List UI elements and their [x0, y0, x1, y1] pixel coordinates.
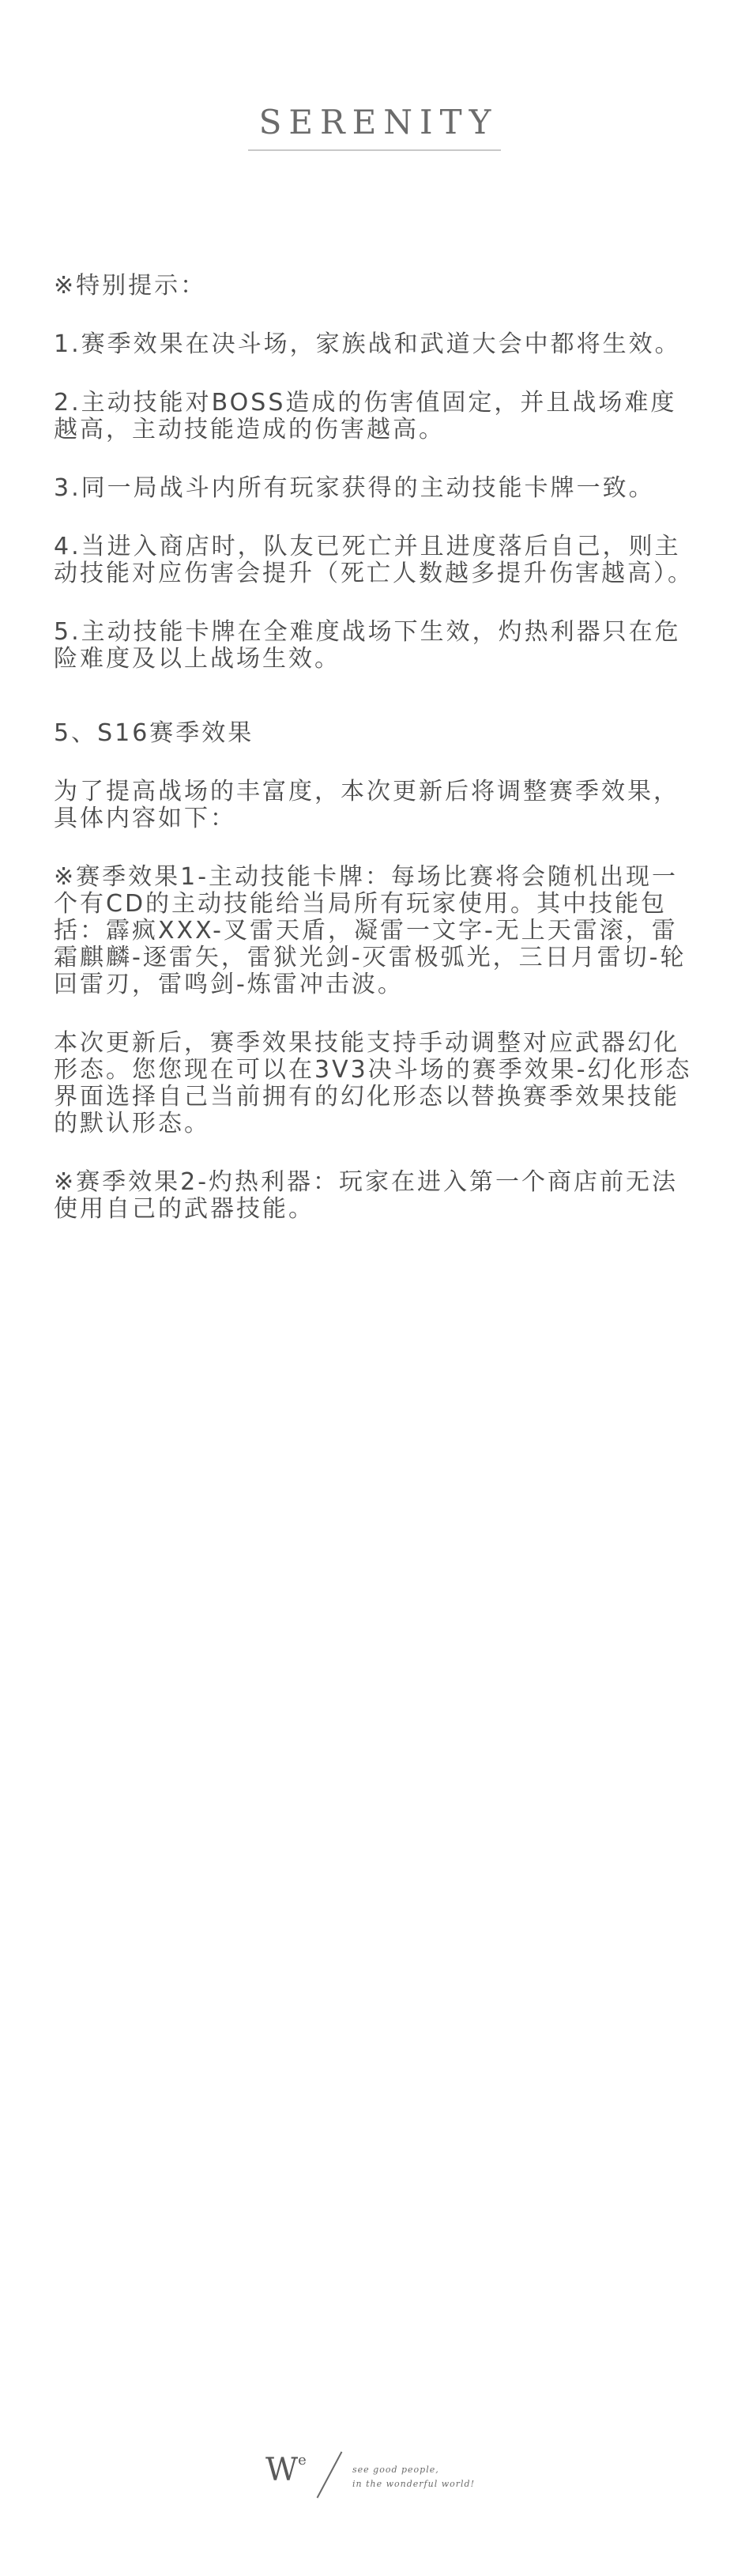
we-mark-sup: e [298, 2451, 307, 2469]
season-effect-2: ※赛季效果2-灼热利器：玩家在进入第一个商店前无法使用自己的武器技能。 [54, 1168, 679, 1223]
tagline-line-2: in the wonderful world! [352, 2479, 475, 2489]
footer-signature [0, 2449, 749, 2504]
notice-item-4: 4.当进入商店时，队友已死亡并且进度落后自己，则主动技能对应伤害会提升（死亡人数越多提升伤害越高）。 [54, 533, 694, 587]
season-effect-update: 本次更新后，赛季效果技能支持手动调整对应武器幻化形态。您您现在可以在3V3决斗场的赛季效果-幻化形态界面选择自己当前拥有的幻化形态以替换赛季效果技能的默认形态。 [54, 1029, 692, 1137]
tagline-line-1: see good people, [352, 2465, 439, 2475]
notice-item-1: 1.赛季效果在决斗场，家族战和武道大会中都将生效。 [54, 330, 681, 358]
article-content [54, 273, 695, 1254]
we-mark [265, 2452, 307, 2488]
brand-logo: SERENITY [248, 103, 502, 151]
notice-item-5: 5.主动技能卡牌在全难度战场下生效，灼热利器只在危险难度及以上战场生效。 [54, 618, 681, 673]
season-effect-1: ※赛季效果1-主动技能卡牌：每场比赛将会随机出现一个有CD的主动技能给当局所有玩家使用。其中技能包括：霹疯XXX-叉雷天盾，凝雷一文字-无上天雷滚，雷霜麒麟-逐雷矢，雷狱光剑-灭雷极弧光，三日月雷切-轮回雷刃，雷鸣剑-炼雷冲击波。 [54, 863, 687, 998]
tagline [352, 2463, 475, 2491]
notice-heading: ※特别提示： [54, 272, 207, 300]
notice-item-2: 2.主动技能对BOSS造成的伤害值固定，并且战场难度越高，主动技能造成的伤害越高。 [54, 389, 677, 443]
slash-divider [317, 2451, 343, 2498]
section-heading: 5、S16赛季效果 [54, 719, 254, 747]
notice-item-3: 3.同一局战斗内所有玩家获得的主动技能卡牌一致。 [54, 474, 655, 502]
header [0, 103, 749, 151]
we-mark-letter: W [265, 2452, 299, 2488]
section-intro: 为了提高战场的丰富度，本次更新后将调整赛季效果，具体内容如下： [54, 778, 679, 832]
